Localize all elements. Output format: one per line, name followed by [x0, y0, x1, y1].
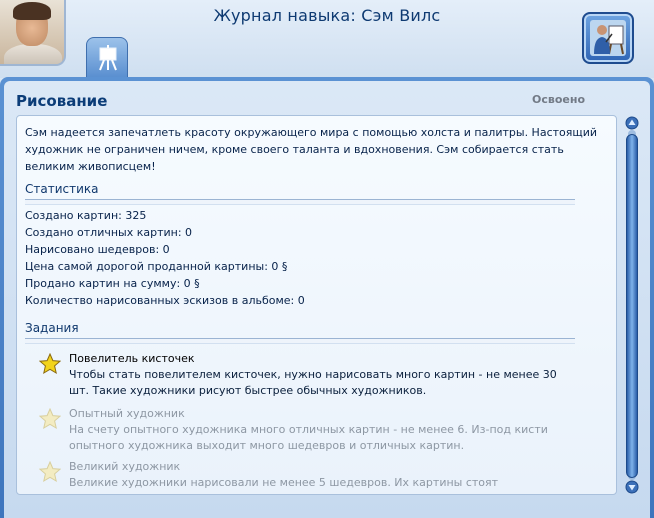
- task-description: Великие художники нарисовали не менее 5 шедевров. Их картины стоят: [69, 476, 499, 489]
- star-icon: [39, 461, 61, 483]
- stat-row: Создано отличных картин: 0: [25, 226, 193, 239]
- task-description: На счету опытного художника много отличных картин - не менее 6. Из-под кисти опытного художника выходит много шедевров и отличных картин.: [69, 423, 548, 452]
- header: [0, 0, 654, 78]
- scroll-thumb[interactable]: [626, 134, 638, 478]
- statistics-list: [25, 207, 585, 309]
- statistics-title: Статистика: [25, 182, 99, 196]
- task-name: Опытный художник: [69, 407, 185, 420]
- task-name: Великий художник: [69, 460, 181, 473]
- easel-icon: [97, 45, 119, 71]
- star-icon: [39, 353, 61, 375]
- scrollbar[interactable]: [625, 116, 639, 494]
- scroll-up-icon[interactable]: [625, 116, 639, 130]
- stat-row: Количество нарисованных эскизов в альбоме: 0: [25, 294, 305, 307]
- skill-status: Освоено: [532, 93, 586, 106]
- tab-painting[interactable]: [86, 37, 128, 77]
- statistics-divider: [25, 199, 575, 205]
- scroll-down-icon[interactable]: [625, 480, 639, 494]
- avatar-torso: [4, 44, 62, 66]
- tasks-divider: [25, 338, 575, 344]
- star-icon: [39, 408, 61, 430]
- stat-row: Цена самой дорогой проданной картины: 0 §: [25, 260, 288, 273]
- window-title: Журнал навыка: Сэм Вилс: [213, 6, 441, 25]
- journal-content: [16, 115, 617, 495]
- task-description: Чтобы стать повелителем кисточек, нужно нарисовать много картин - не менее 30 шт. Такие художники рисуют быстрее обычных художников.: [69, 368, 557, 397]
- task-name: Повелитель кисточек: [69, 352, 195, 365]
- tasks-title: Задания: [25, 321, 79, 335]
- stat-row: Нарисовано шедевров: 0: [25, 243, 170, 256]
- skill-name: Рисование: [16, 92, 108, 110]
- painter-icon: [590, 20, 626, 56]
- painter-button[interactable]: [582, 12, 634, 64]
- stat-row: Создано картин: 325: [25, 209, 147, 222]
- skill-description: Сэм надеется запечатлеть красоту окружающего мира с помощью холста и палитры. Настоящий художник не ограничен ничем, кроме своего таланта и вдохновения. Сэм собирается стать великим живописцем!: [25, 126, 598, 173]
- stat-row: Продано картин на сумму: 0 §: [25, 277, 200, 290]
